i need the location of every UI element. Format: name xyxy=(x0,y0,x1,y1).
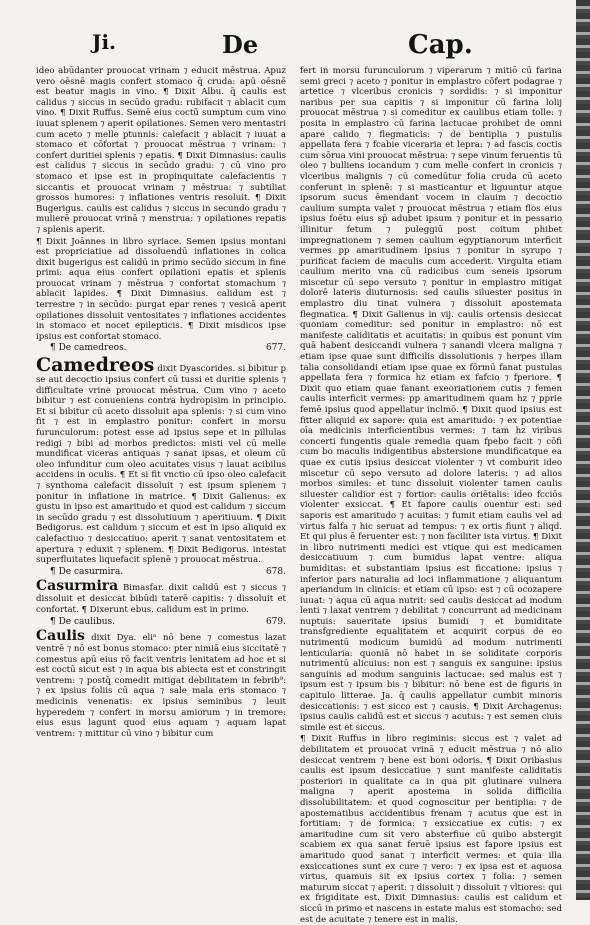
book-spine-edge xyxy=(576,0,590,900)
entry-text xyxy=(36,628,286,739)
entry-body: dixit Dyascorides. si bibitur p se aut decoctio ipsius confert cū tussi et duritie splenis ⁊ difficultate vrine prouocat mēstrua. Cum vino ⁊ aceto bibitur ⁊ est conueniens contra hydropisim in principio. Et si bibitur cū aceto dissoluit apa splenis: ⁊ si cum vino fit ⁊ est in emplastro ponitur: confert in morsu furunculorum: potest esse ad ipsius sepe et in pillulas redigi ⁊ bibi ad morbos predictos: misti vel cū melle mundificat viceras antiquas ⁊ sanat ipsas, et oleum cū oleo infunditur cum oleo acuitates visus ⁊ lauat acibilus accidens in oculis. ¶ Et si fit vnctio cū ipso oleo calefacit ⁊ synthoma calefacit dissoluit ⁊ est ipsum splenem ⁊ ponitur in inflatione in matrice. ¶ Dixit Galienus: ex gustu in ipso est amaritudo et quod est calidum ⁊ siccum in secūdo gradu ⁊ est dissolutiuum ⁊ aperitiuum. ¶ Dixit Bedigorus. est calidum ⁊ siccum et est in ipso aliquid ex calefactiuo ⁊ desiccatiuo: aperit ⁊ sanat ventositatem et apertura ⁊ eduxit ⁊ splenem. ¶ Dixit Bedigorus. intestat superfluitates liquefacit splenē ⁊ prouocat mēstrua. xyxy=(36,364,286,566)
paragraph: ideo abūdanter prouocat vrinam ⁊ educit mēstrua. Apuz vero oēsnē magis confert stomaco q̄ cruda: apū oēsnē est beatur magis in vino. ¶ Dixit Albu. q̄ caulis est calidus ⁊ siccus in secūdo gradu: rubifacit ⁊ ablacit cum vino. ¶ Dixit Ruffus. Semē eius coctū sumptum cum vino iuuat splenem ⁊ aperit opilationes. Semen vero mentastri cum aceto ⁊ melle ptunnis: calefacit ⁊ ablacit ⁊ iuuat a stomaco et cōfortat ⁊ prouocat mēstrua ⁊ vrinam: ⁊ confert duritiei splenis ⁊ epatis. ¶ Dixit Dimnasius: caulis est calidus ⁊ siccus in secūdo gradu: ⁊ cū vino pro stomaco et ipse est in propinquitate calefacientis ⁊ siccantis et prouocat vrinam ⁊ mēstrua: ⁊ subtiliat grossos humores: ⁊ inflationes ventris resoluit. ¶ Dixit Bugerigus. caulis est calidus ⁊ siccus in secundo gradu ⁊ mulierē prouocat vrinā ⁊ menstrua: ⁊ opilationes repatis ⁊ splenis aperit. xyxy=(36,66,286,235)
entry-reference-title: ¶ De caulibus. xyxy=(50,616,115,627)
chapter-label: Cap. xyxy=(408,30,473,60)
entry-text xyxy=(36,355,286,566)
folio-number: Ji. xyxy=(92,30,117,54)
entry-number: 679. xyxy=(265,616,286,627)
page-header xyxy=(0,30,570,70)
entry-headword: Caulis xyxy=(36,628,85,645)
entry-body: Bimasfar. dixit calidū est ⁊ siccus ⁊ dissoluit et desiccat bibūdi taterē capitis: ⁊ dissoluit et confortat. ¶ Dixerunt ebus. calidum est in primo. xyxy=(36,583,287,615)
entry-reference-title: ¶ De camedreos. xyxy=(50,343,127,354)
paragraph: fert in morsu furunculorum ⁊ viperarum ⁊ mitiō cū farina semi greci ⁊ aceto ⁊ ponitur in emplastro cōfert podagrae ⁊ artetice ⁊ vlceribus cronicis ⁊ sordidis: ⁊ si imponitur naribus per sua capitis ⁊ si imponitur cū farina lolij prouocat mēstrua ⁊ si comeditur ex caulibus etiam tolle: ⁊ posita in emplastro cū farina lactucae prohibet de omni apare calido ⁊ flegmaticis: ⁊ de bentiplia ⁊ pustulis appellata fera ⁊ fcabie viceraria et lepra: ⁊ ad fascis coctis cum sōrua vini prouocat mēstrua: ⁊ sepe vinum feruentis tū oleo ⁊ bulliens iocandum ⁊ cum melle confert in cronicis ⁊ vlceribus malignis ⁊ cū comedūtur folia cruda cū aceto conferunt in splenē: ⁊ si masticantur et liguuntur atque ipsorum sucus ēmendant vocem in clauim ⁊ decoctio caulium sumpta valet ⁊ prouocat mēstrua ⁊ etiam flos eius ipsius foētu eius sp̄ adubet ipsum ⁊ ponitur et in pessario illinitur fetum ⁊ puleggiū post coitum phibet impregnationem ⁊ semen caulium egyptianorum interficit vermes pp amaritudinem ipsius ⁊ ponitur in syrupo ⁊ purificat faciem de maculis cum accederit. Virgulta etiam caulium merito vna cū radicibus cum seneis ipsorum miscetur cū sepo versuto ⁊ ponitur in emplastro mitigat dolorē lateris diuturnosis: sed caulis siluester positus in emplastro diu tinat vulnera ⁊ dissoluit apostemata flegmatica. ¶ Dixit Galienus in vij. caulis ortensis desiccat quoniam comeditur: sed ponitur in emplastro: nō est manifeste caliditatis et acuitatis: in quibus est ponunt vim quā habent desiccandi vulnera ⁊ sanandi vlcera maligna ⁊ etiam ipse quae sunt difficilis dissolutionis ⁊ herpes illam talia consolidandi etiam ipse quae ex fōrmū fanat pustulas appellata fera ⁊ formica hz etiam ex fafcio ⁊ fperiore. ¶ Dixit quo etiam quae fanant exeoriationem cutis ⁊ femen caulis interficit vermes: pp amaritudinem quam hz ⁊ pprie femē ipsius quod appellatur inclmō. ¶ Dixit quod ipsius est fitter aliquid ex sapore: quia est amaritudo: ⁊ ex potentiae oīa medicinis interficientibus vermes: ⁊ tam hz viribus concerti fungentis quale remedia quam fpebo facit ⁊ cōfi cum bo maculis indigentibus abstersione mundificatque ea quae ex cutis ipsius desiccat violenter ⁊ vt comburit ideo miscetur cū sepo versuto ad dolore lateris: ⁊ ad alios morbos similes: et tunc dissoluit violenter tamen caulis siluester calidior est ⁊ fortior: caulis oriētalis: ideo fcciōs violenter exsiccat. ¶ Et fapore caulis ouentur est: sed saporis est amaritudo ⁊ acuitas: ⁊ fumit etiam caulis vel ad virtus falfa ⁊ hic seruat ad tempus: ⁊ ex ortis fiunt ⁊ aliqd. Et qui plus ē feruenter est: ⁊ non faciliter ista virtus. ¶ Dixit in libro nutrimenti medici est vtique qui est medicamen desiccatiuum ⁊ cum bumidus lapat ventre: aliqua bumiditas: et substantiam ipsius est ficcatione: ipsius ⁊ inferior pars naturalia ad loci inflammatione ⁊ aliquantum aperiandum in clinicis: et etiam cū ipso: est ⁊ cū ocozapere iuuat: ⁊ aqua cū aqua nutrit: sed caulis desiccat ad modum lenti ⁊ laxat ventrem ⁊ debilitat ⁊ concurrunt ad medicinam nuptuis: saueritate ipsius bumidi ⁊ et bumiditate transfgrediente equalitatem et acquirit corpus de eo nutrimentū modicum bumidū ad modum nutrimenti lenticularia: quoniā nō habet in se soliditate corporis nutrimentū alicuius: non est ⁊ sanguis ex sanguine: ipsius sanguinis ad modum sanguinis lactucae: sed malus est ⁊ ipsum est ⁊ ipsum bis ⁊ bibitur: nō bene est de figuris in capitulo litterae. Ja. q̄ caulis appellatur cumbit minoris desiccationis: ⁊ est sicco est ⁊ causis. ¶ Dixit Archagenus: ipsius caulis calidū est et siccus ⁊ acutus: ⁊ est semen ciuis simile est et siccus. xyxy=(300,66,562,733)
running-title: De xyxy=(222,30,259,59)
entry-number: 677. xyxy=(265,343,286,354)
entry-reference-title: ¶ De casurmira. xyxy=(50,566,124,577)
entry-text xyxy=(36,578,286,615)
entry-headword: Casurmira xyxy=(36,578,119,595)
right-column xyxy=(300,66,562,925)
left-column xyxy=(36,66,286,891)
entry-headword: Camedreos xyxy=(36,354,155,377)
entry-body: dixit Dya. eliⁿ nō bene ⁊ comestus lazat ventrē ⁊ nō est bonus stomaco: pter nimiā eius siccitatē ⁊ comestus apū eius rō facit ventris lenitatem ad hoc et si est coctū sicut est ⁊ in aqua bis abiecta est et constringit ventrem: ⁊ postq̄ comedit mitigat debilitatem in febrib⁹: ⁊ ex ipsius foliis cū aqua ⁊ sale mala eris stomaco ⁊ medicinis venenatis: ex ipsius seminibus ⁊ leuit hyperedem ⁊ confert in morsu amiorum ⁊ in tremore: eius esus lagunt quod eius aquam ⁊ aquam lapat ventrem: ⁊ mittitur cū vino ⁊ bibitur cum xyxy=(36,633,287,739)
entry-number: 678. xyxy=(265,566,286,577)
entry-reference xyxy=(36,567,286,578)
paragraph: ¶ Dixit Joānnes in libro syriace. Semen ipsius montani est propriciatiue ad dissoluendū inflationes in colica dixit bugerigus est calidū in primo secūdo siccum in fine primi: aqua eius confert opilationi epatis et splenis prouocat vrinam ⁊ mēstrua ⁊ confortat stomachum ⁊ ablacit lapides. ¶ Dixit Dimnasius. calidum est ⁊ terrestre ⁊ in secūdo: purgat epar renes ⁊ vesicā aperit opilationes dissoluit ventositates ⁊ inflationes accidentes in stomaco et nocet epilepticis. ¶ Dixit misdicos ipse ipsius est confortat stomaco. xyxy=(36,236,286,342)
entry-reference xyxy=(36,343,286,354)
entry-reference xyxy=(36,617,286,628)
paragraph: ¶ Dixit Ruffus in libro regiminis: siccus est ⁊ valet ad debilitatem et prouocat vrinā ⁊ educit mēstrua ⁊ nō alio desiccat ventrem ⁊ bene est boni odoris. ¶ Dixit Oribasius caulis est ipsum desiccatiue ⁊ sunt manifeste caliditatis posteriori in qualitate ca in qua pit glutinare vulnera maligna ⁊ aperit apostema in solida difficilia dissolubilitatem: et quod cognoscitur per bentiplia: ⁊ de apostematibus accidentibus frenam ⁊ acutus que est in fortitiam: ⁊ de formica: ⁊ exsiccatiue ex cutis: ⁊ ex amaritudine cum sit vero absterfiue cū quibo abstergit scabiem ex qua sanat feruē ipsius est fapore ipsius est amaritudo quod sanat ⁊ interficit vermes: et quia illa exsiccationes sunt ex cure ⁊ vero: ⁊ ex ipsa est et aquosa virtus, quamuis sit ex ipsius cortex ⁊ folia: ⁊ semen maturum siccat ⁊ aperit: ⁊ dissoluit ⁊ dissoluit ⁊ vltiores: qui ex frigiditate est. Dixit Dimnasius: caulis est calidum et siccū in primo et nascens in estate malus est stomacho: sed est de acuitate ⁊ tenere est in malis. xyxy=(300,734,562,925)
